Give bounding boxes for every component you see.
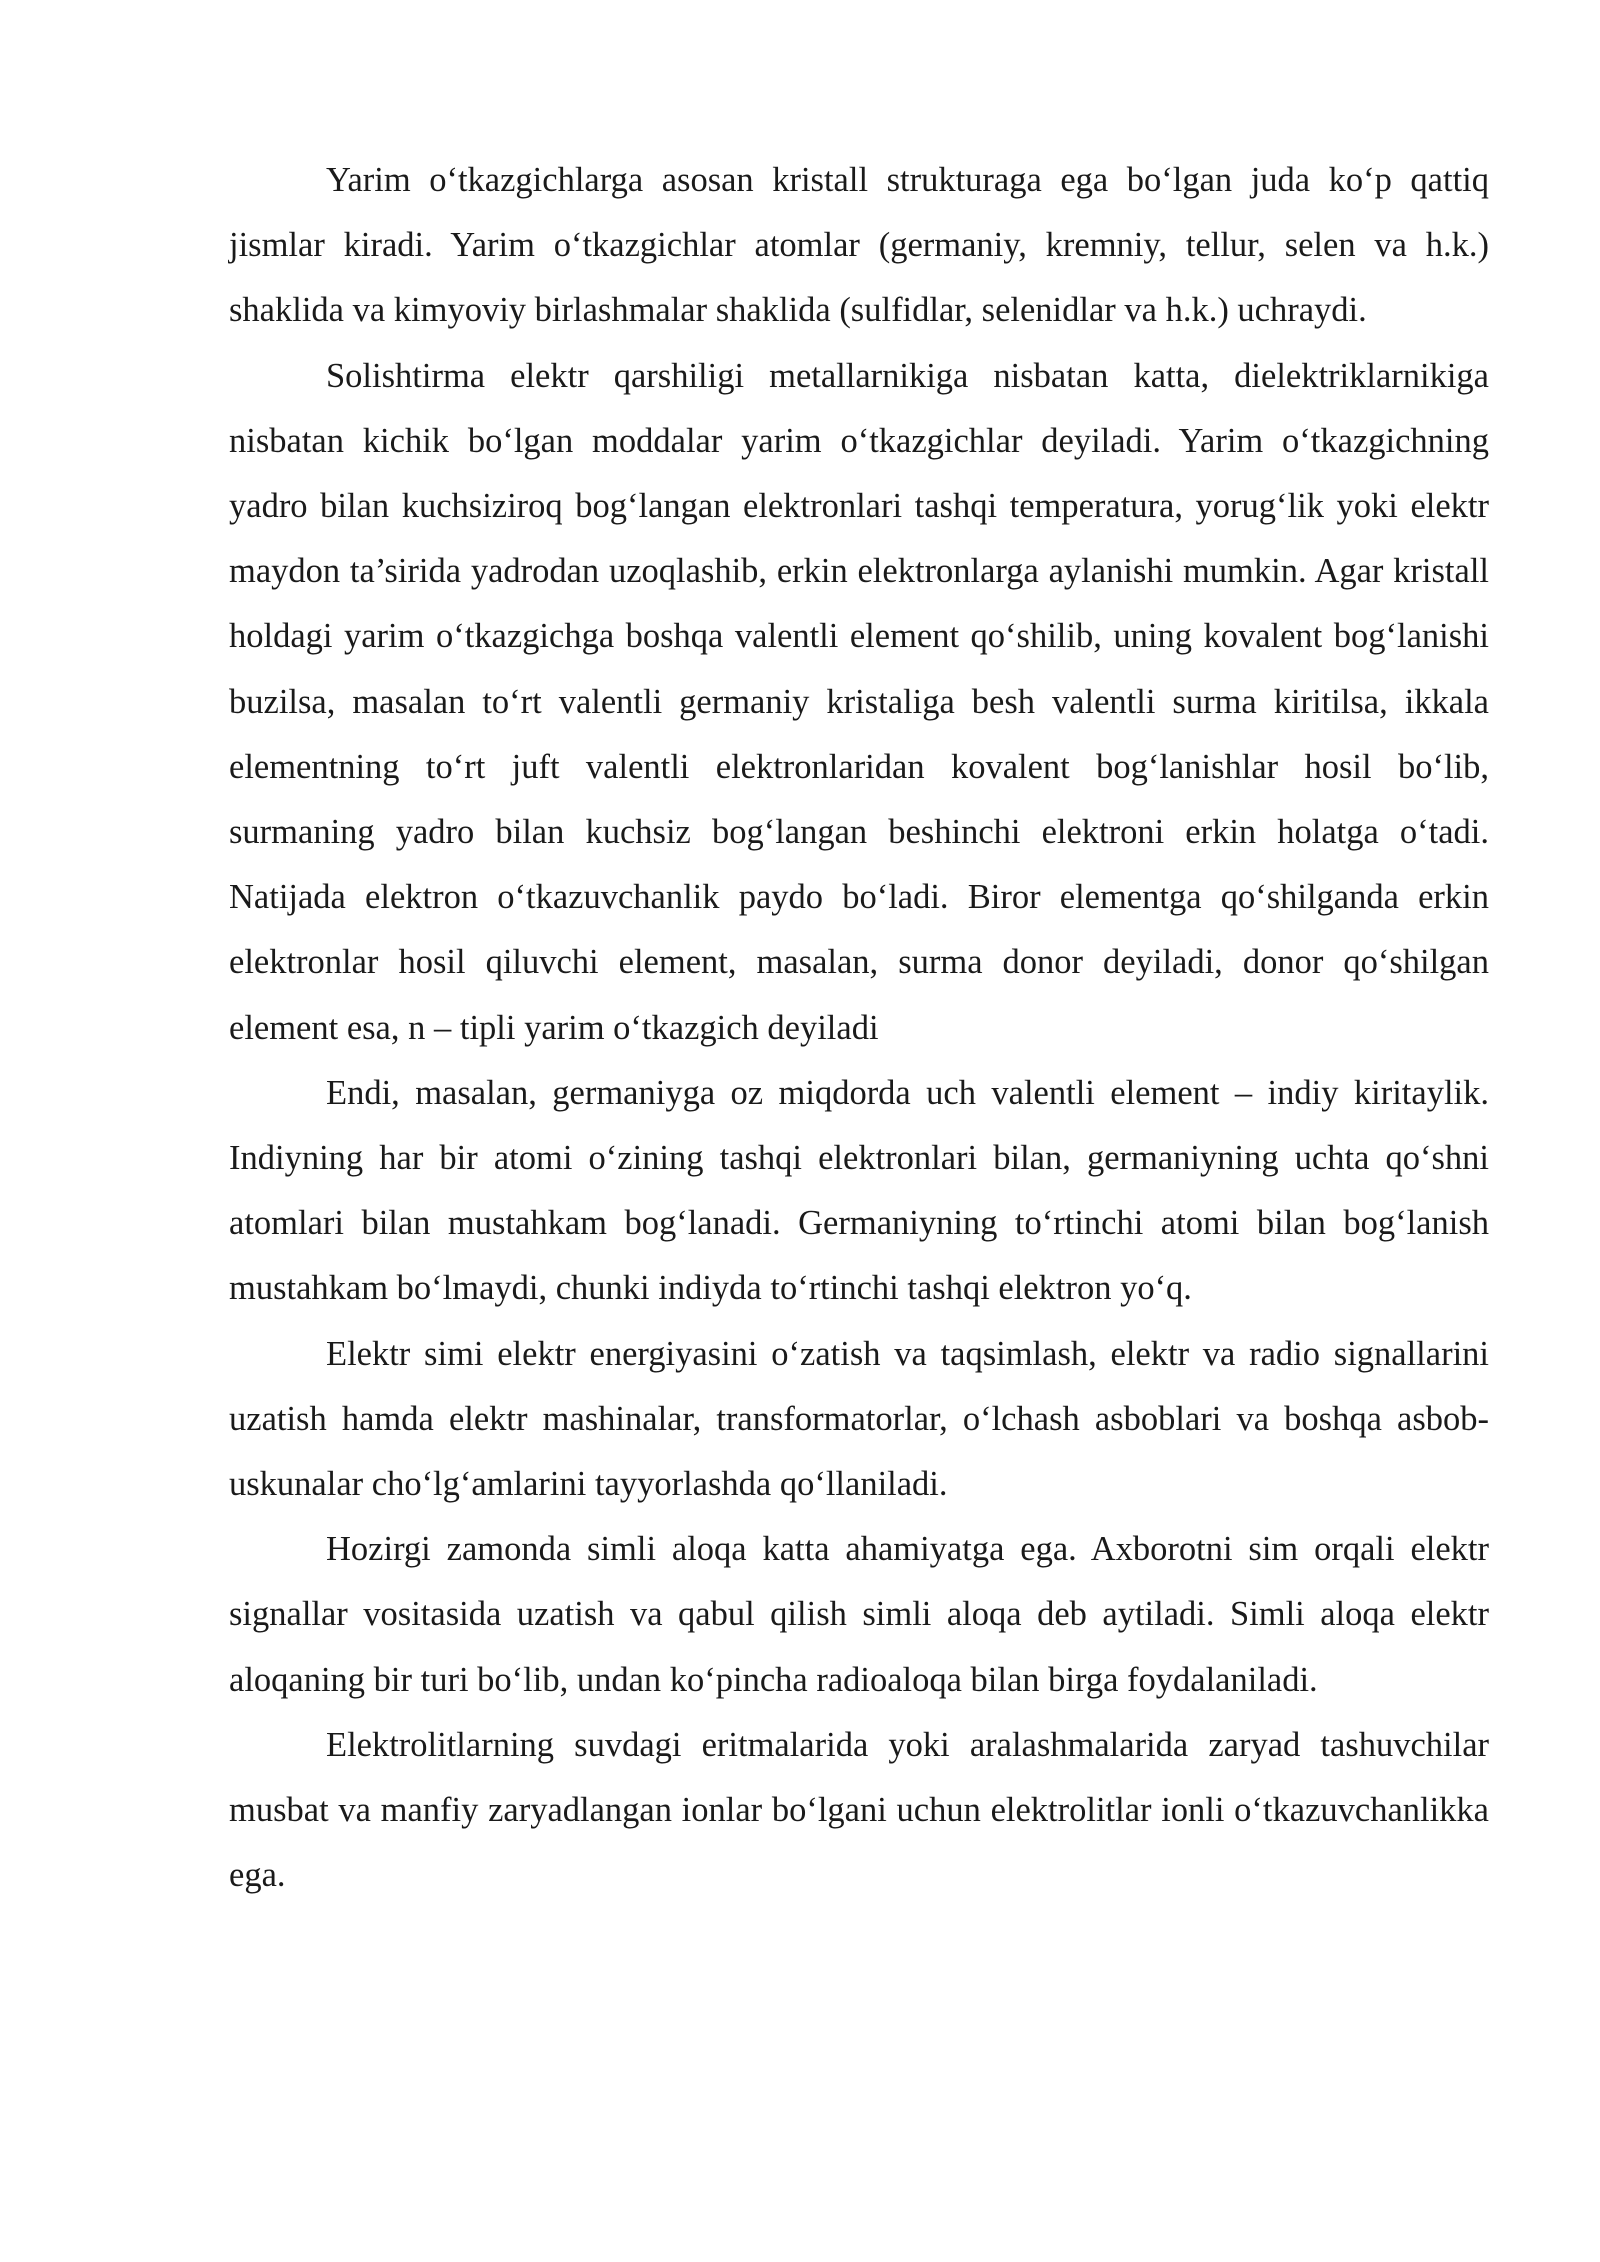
paragraph-indium-doping: Endi, masalan, germaniyga oz miqdorda uch valentli element – indiy kiritaylik. Indiyning har bir atomi o‘zining tashqi elektronlari bilan, germaniyning uchta qo‘shni atomlari bilan mustahkam bog‘lanadi. Germaniyning to‘rtinchi atomi bilan bog‘lanish mustahkam bo‘lmaydi, chunki indiyda to‘rtinchi tashqi elektron yo‘q.: [229, 1073, 1489, 1308]
paragraph-semiconductors-intro: Yarim o‘tkazgichlarga asosan kristall strukturaga ega bo‘lgan juda ko‘p qattiq jismlar kiradi. Yarim o‘tkazgichlar atomlar (germaniy, kremniy, tellur, selen va h.k.) shaklida va kimyoviy birlashmalar shaklida (sulfidlar, selenidlar va h.k.) uchraydi.: [229, 161, 1489, 330]
document-page: [229, 148, 1489, 1908]
paragraph-wired-communication: Hozirgi zamonda simli aloqa katta ahamiyatga ega. Axborotni sim orqali elektr signallar vositasida uzatish va qabul qilish simli aloqa deb aytiladi. Simli aloqa elektr aloqaning bir turi bo‘lib, undan ko‘pincha radioaloqa bilan birga foydalaniladi.: [229, 1530, 1489, 1699]
paragraph-semiconductor-definition: Solishtirma elektr qarshiligi metallarnikiga nisbatan katta, dielektriklarnikiga nisbatan kichik bo‘lgan moddalar yarim o‘tkazgichlar deyiladi. Yarim o‘tkazgichning yadro bilan kuchsiziroq bog‘langan elektronlari tashqi temperatura, yorug‘lik yoki elektr maydon ta’sirida yadrodan uzoqlashib, erkin elektronlarga aylanishi mumkin. Agar kristall holdagi yarim o‘tkazgichga boshqa valentli element qo‘shilib, uning kovalent bog‘lanishi buzilsa, masalan to‘rt valentli germaniy kristaliga besh valentli surma kiritilsa, ikkala elementning to‘rt juft valentli elektronlaridan kovalent bog‘lanishlar hosil bo‘lib, surmaning yadro bilan kuchsiz bog‘langan beshinchi elektroni erkin holatga o‘tadi. Natijada elektron o‘tkazuvchanlik paydo bo‘ladi. Biror elementga qo‘shilganda erkin elektronlar hosil qiluvchi element, masalan, surma donor deyiladi, donor qo‘shilgan element esa, n – tipli yarim o‘tkazgich deyiladi: [229, 356, 1489, 1047]
paragraph-electric-wire: Elektr simi elektr energiyasini o‘zatish va taqsimlash, elektr va radio signallarini uzatish hamda elektr mashinalar, transformatorlar, o‘lchash asboblari va boshqa asbob-uskunalar cho‘lg‘amlarini tayyorlashda qo‘llaniladi.: [229, 1334, 1489, 1504]
paragraph-electrolytes: Elektrolitlarning suvdagi eritmalarida yoki aralashmalarida zaryad tashuvchilar musbat va manfiy zaryadlangan ionlar bo‘lgani uchun elektrolitlar ionli o‘tkazuvchanlikka ega.: [229, 1725, 1489, 1895]
